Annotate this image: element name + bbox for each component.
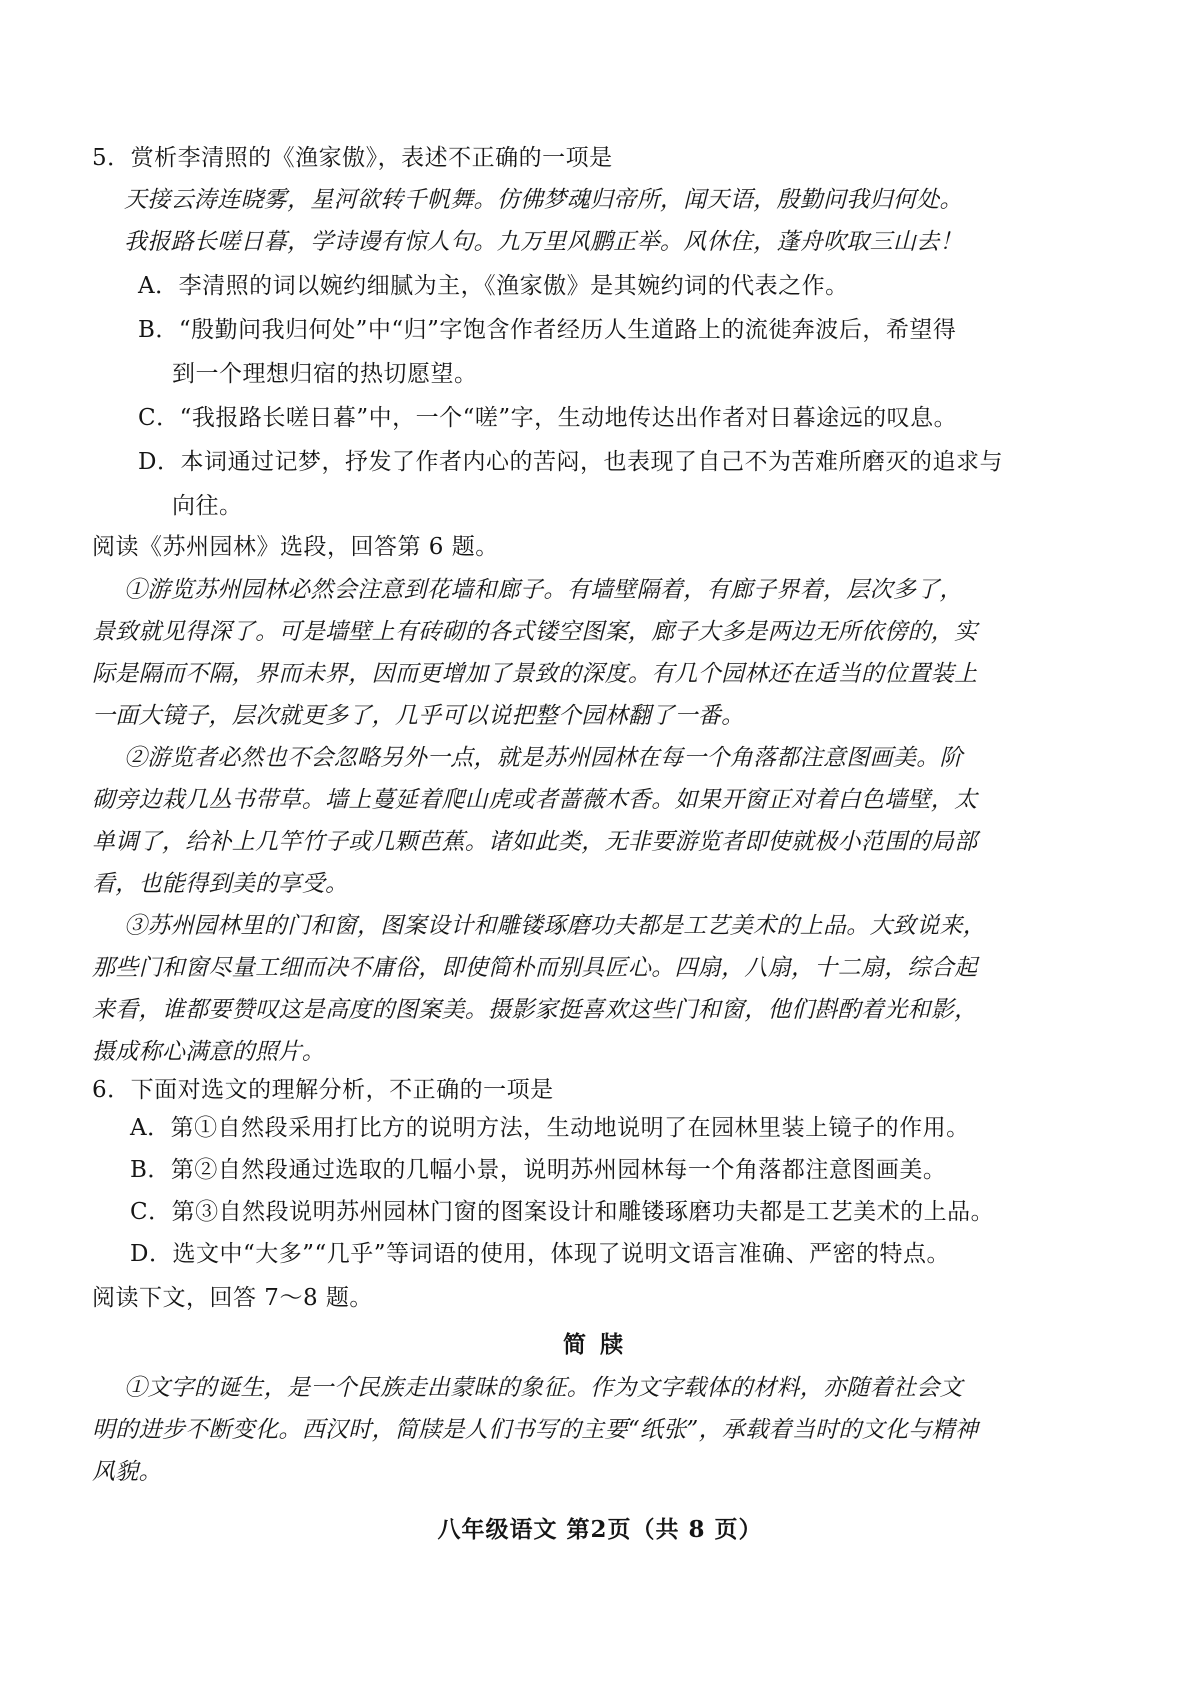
q5-option-c: C．“我报路长嗟日暮”中，一个“嗟”字，生动地传达出作者对日暮途远的叹息。 — [138, 405, 958, 431]
passage-line: 砌旁边栽几丛书带草。墙上蔓延着爬山虎或者蔷薇木香。如果开窗正对着白色墙壁，太 — [92, 787, 978, 813]
article-line: 明的进步不断变化。西汉时，简牍是人们书写的主要“纸张”，承载着当时的文化与精神 — [92, 1417, 979, 1443]
passage-line: 景致就见得深了。可是墙壁上有砖砌的各式镂空图案，廊子大多是两边无所依傍的，实 — [92, 619, 978, 645]
passage-line: ①游览苏州园林必然会注意到花墙和廊子。有墙壁隔着，有廊子界着，层次多了， — [124, 577, 963, 603]
q5-option-b-line-2: 到一个理想归宿的热切愿望。 — [172, 361, 478, 387]
passage-line: 那些门和窗尽量工细而决不庸俗，即使简朴而别具匠心。四扇，八扇，十二扇，综合起 — [92, 955, 978, 981]
passage-line: ③苏州园林里的门和窗，图案设计和雕镂琢磨功夫都是工艺美术的上品。大致说来， — [124, 913, 987, 939]
q6-option-a: A．第①自然段采用打比方的说明方法，生动地说明了在园林里装上镜子的作用。 — [130, 1115, 970, 1141]
q5-option-d-line-1: D．本词通过记梦，抒发了作者内心的苦闷，也表现了自己不为苦难所磨灭的追求与 — [138, 449, 1003, 475]
passage-line: ②游览者必然也不会忽略另外一点，就是苏州园林在每一个角落都注意图画美。阶 — [124, 745, 963, 771]
passage-line: 摄成称心满意的照片。 — [92, 1039, 325, 1065]
poem-line-2: 我报路长嗟日暮，学诗谩有惊人句。九万里风鹏正举。风休住，蓬舟吹取三山去！ — [124, 229, 963, 255]
q6-option-d: D．选文中“大多”“几乎”等词语的使用，体现了说明文语言准确、严密的特点。 — [130, 1241, 950, 1267]
poem-line-1: 天接云涛连晓雾，星河欲转千帆舞。仿佛梦魂归帝所，闻天语，殷勤问我归何处。 — [124, 187, 963, 213]
q5-option-b-line-1: B．“殷勤问我归何处”中“归”字饱含作者经历人生道路上的流徙奔波后，希望得 — [138, 317, 957, 343]
passage-line: 单调了，给补上几竿竹子或几颗芭蕉。诸如此类，无非要游览者即使就极小范围的局部 — [92, 829, 978, 855]
q6-stem: 6．下面对选文的理解分析，不正确的一项是 — [92, 1077, 554, 1103]
page-footer: 八年级语文 第2页（共 8 页） — [437, 1516, 763, 1543]
q5-option-a: A．李清照的词以婉约细腻为主，《渔家傲》是其婉约词的代表之作。 — [138, 273, 849, 299]
reading-intro-q7-8: 阅读下文，回答 7～8 题。 — [92, 1285, 373, 1311]
passage-line: 看，也能得到美的享受。 — [92, 871, 349, 897]
article-line: ①文字的诞生，是一个民族走出蒙昧的象征。作为文字载体的材料，亦随着社会文 — [124, 1375, 963, 1401]
passage-line: 来看，谁都要赞叹这是高度的图案美。摄影家挺喜欢这些门和窗，他们斟酌着光和影， — [92, 997, 978, 1023]
passage-line: 际是隔而不隔，界而未界，因而更增加了景致的深度。有几个园林还在适当的位置装上 — [92, 661, 978, 687]
q6-option-c: C．第③自然段说明苏州园林门窗的图案设计和雕镂琢磨功夫都是工艺美术的上品。 — [130, 1199, 995, 1225]
passage-line: 一面大镜子，层次就更多了，几乎可以说把整个园林翻了一番。 — [92, 703, 745, 729]
q5-stem: 5．赏析李清照的《渔家傲》，表述不正确的一项是 — [92, 145, 613, 171]
reading-intro-q6: 阅读《苏州园林》选段，回答第 6 题。 — [92, 534, 499, 560]
article-title: 简牍 — [563, 1331, 637, 1358]
q6-option-b: B．第②自然段通过选取的几幅小景，说明苏州园林每一个角落都注意图画美。 — [130, 1157, 947, 1183]
article-line: 风貌。 — [92, 1459, 162, 1485]
q5-option-d-line-2: 向往。 — [172, 493, 243, 519]
